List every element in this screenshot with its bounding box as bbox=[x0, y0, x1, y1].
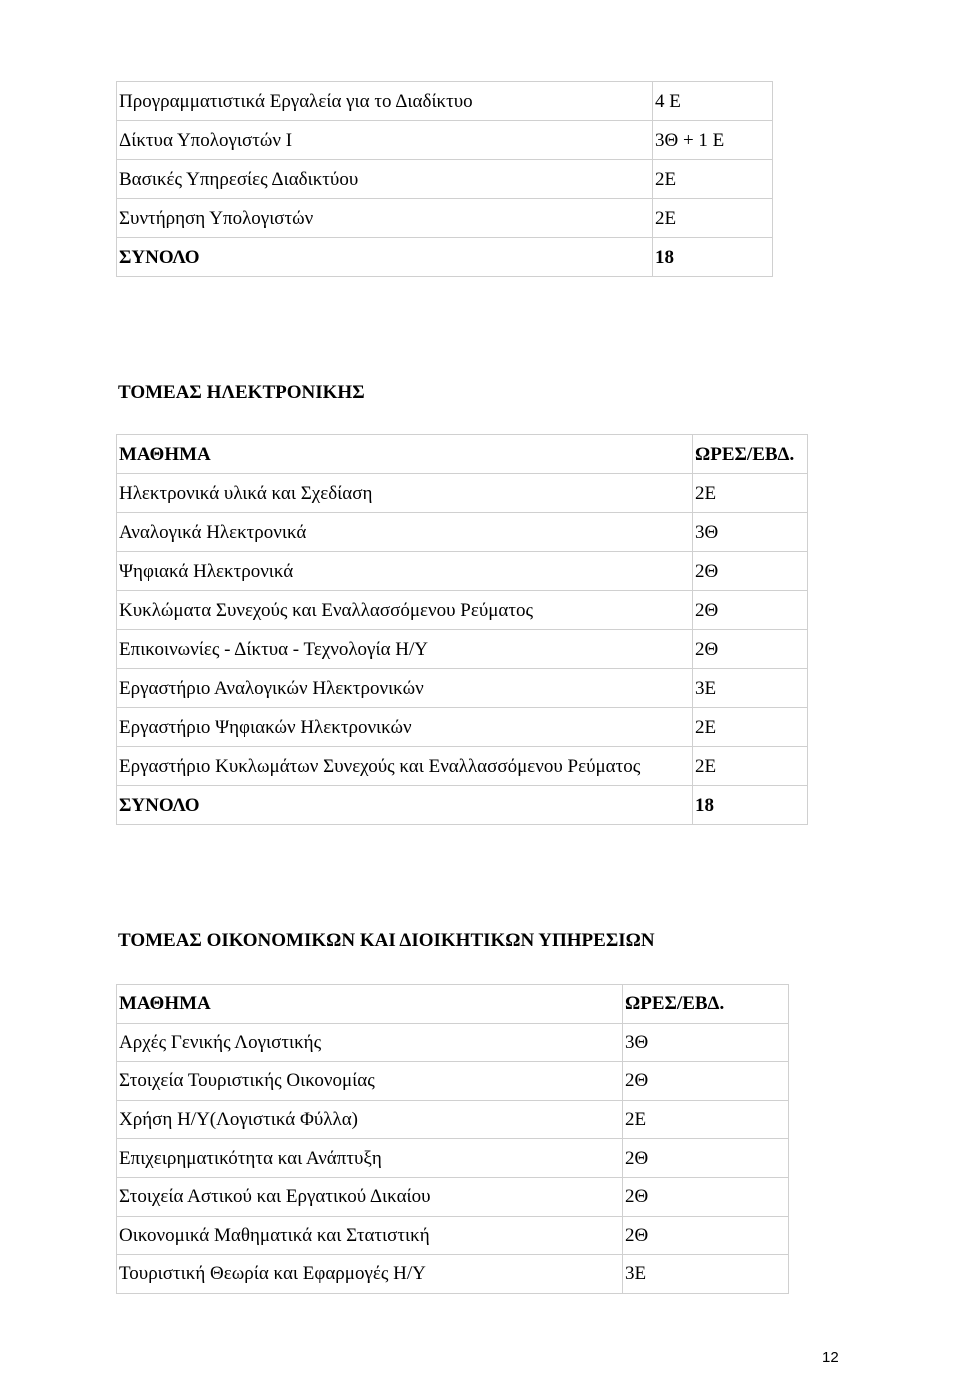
course-cell: Ηλεκτρονικά υλικά και Σχεδίαση bbox=[117, 474, 693, 513]
total-row bbox=[117, 786, 808, 825]
course-cell: Βασικές Υπηρεσίες Διαδικτύου bbox=[117, 160, 653, 199]
course-cell: Στοιχεία Αστικού και Εργατικού Δικαίου bbox=[117, 1177, 623, 1216]
course-cell: Οικονομικά Μαθηματικά και Στατιστική bbox=[117, 1216, 623, 1255]
total-label: ΣΥΝΟΛΟ bbox=[117, 786, 693, 825]
section-title-electronics: ΤΟΜΕΑΣ ΗΛΕΚΤΡΟΝΙΚΗΣ bbox=[118, 382, 365, 403]
total-row bbox=[117, 238, 773, 277]
hours-cell: 2Θ bbox=[693, 591, 808, 630]
hours-cell: 2Θ bbox=[623, 1139, 789, 1178]
table-row bbox=[117, 1139, 789, 1178]
table-row bbox=[117, 474, 808, 513]
hours-cell: 2Θ bbox=[623, 1177, 789, 1216]
course-cell: Εργαστήριο Αναλογικών Ηλεκτρονικών bbox=[117, 669, 693, 708]
course-cell: Ψηφιακά Ηλεκτρονικά bbox=[117, 552, 693, 591]
hours-cell: 3Ε bbox=[693, 669, 808, 708]
hours-cell: 2Ε bbox=[693, 708, 808, 747]
hours-cell: 3Θ + 1 Ε bbox=[653, 121, 773, 160]
table-row bbox=[117, 199, 773, 238]
header-course: ΜΑΘΗΜΑ bbox=[117, 985, 623, 1024]
table-row bbox=[117, 82, 773, 121]
courses-table-electronics bbox=[116, 434, 808, 825]
table-row bbox=[117, 1062, 789, 1101]
hours-cell: 2Ε bbox=[653, 199, 773, 238]
total-value: 18 bbox=[653, 238, 773, 277]
table-row bbox=[117, 708, 808, 747]
hours-cell: 2Θ bbox=[623, 1062, 789, 1101]
table-row bbox=[117, 1023, 789, 1062]
table-row bbox=[117, 552, 808, 591]
header-row bbox=[117, 985, 789, 1024]
header-course: ΜΑΘΗΜΑ bbox=[117, 435, 693, 474]
course-cell: Επικοινωνίες - Δίκτυα - Τεχνολογία Η/Υ bbox=[117, 630, 693, 669]
course-cell: Επιχειρηματικότητα και Ανάπτυξη bbox=[117, 1139, 623, 1178]
total-label: ΣΥΝΟΛΟ bbox=[117, 238, 653, 277]
total-value: 18 bbox=[693, 786, 808, 825]
hours-cell: 2Θ bbox=[693, 552, 808, 591]
table-row bbox=[117, 1255, 789, 1294]
table-row bbox=[117, 630, 808, 669]
courses-table-previous-sector bbox=[116, 81, 773, 277]
hours-cell: 3Θ bbox=[623, 1023, 789, 1062]
hours-cell: 4 Ε bbox=[653, 82, 773, 121]
hours-cell: 2Ε bbox=[693, 474, 808, 513]
course-cell: Συντήρηση Υπολογιστών bbox=[117, 199, 653, 238]
section-title-economics: ΤΟΜΕΑΣ ΟΙΚΟΝΟΜΙΚΩΝ ΚΑΙ ΔΙΟΙΚΗΤΙΚΩΝ ΥΠΗΡΕΣΙΩΝ bbox=[118, 930, 655, 951]
course-cell: Εργαστήριο Ψηφιακών Ηλεκτρονικών bbox=[117, 708, 693, 747]
page-number: 12 bbox=[822, 1349, 839, 1366]
table-row bbox=[117, 160, 773, 199]
hours-cell: 3Ε bbox=[623, 1255, 789, 1294]
table-row bbox=[117, 1100, 789, 1139]
table-row bbox=[117, 1216, 789, 1255]
course-cell: Στοιχεία Τουριστικής Οικονομίας bbox=[117, 1062, 623, 1101]
course-cell: Αρχές Γενικής Λογιστικής bbox=[117, 1023, 623, 1062]
hours-cell: 2Θ bbox=[623, 1216, 789, 1255]
courses-table-economics bbox=[116, 984, 789, 1294]
header-hours: ΩΡΕΣ/ΕΒΔ. bbox=[693, 435, 808, 474]
course-cell: Αναλογικά Ηλεκτρονικά bbox=[117, 513, 693, 552]
course-cell: Κυκλώματα Συνεχούς και Εναλλασσόμενου Ρεύματος bbox=[117, 591, 693, 630]
course-cell: Τουριστική Θεωρία και Εφαρμογές Η/Υ bbox=[117, 1255, 623, 1294]
table-row bbox=[117, 1177, 789, 1216]
header-row bbox=[117, 435, 808, 474]
course-cell: Δίκτυα Υπολογιστών Ι bbox=[117, 121, 653, 160]
hours-cell: 2Θ bbox=[693, 630, 808, 669]
course-cell: Χρήση Η/Υ(Λογιστικά Φύλλα) bbox=[117, 1100, 623, 1139]
table-row bbox=[117, 121, 773, 160]
hours-cell: 2Ε bbox=[653, 160, 773, 199]
course-cell: Προγραμματιστικά Εργαλεία για το Διαδίκτυο bbox=[117, 82, 653, 121]
hours-cell: 3Θ bbox=[693, 513, 808, 552]
hours-cell: 2Ε bbox=[623, 1100, 789, 1139]
table-row bbox=[117, 591, 808, 630]
course-cell: Εργαστήριο Κυκλωμάτων Συνεχούς και Εναλλασσόμενου Ρεύματος bbox=[117, 747, 693, 786]
table-row bbox=[117, 513, 808, 552]
table-row bbox=[117, 669, 808, 708]
table-row bbox=[117, 747, 808, 786]
hours-cell: 2Ε bbox=[693, 747, 808, 786]
header-hours: ΩΡΕΣ/ΕΒΔ. bbox=[623, 985, 789, 1024]
